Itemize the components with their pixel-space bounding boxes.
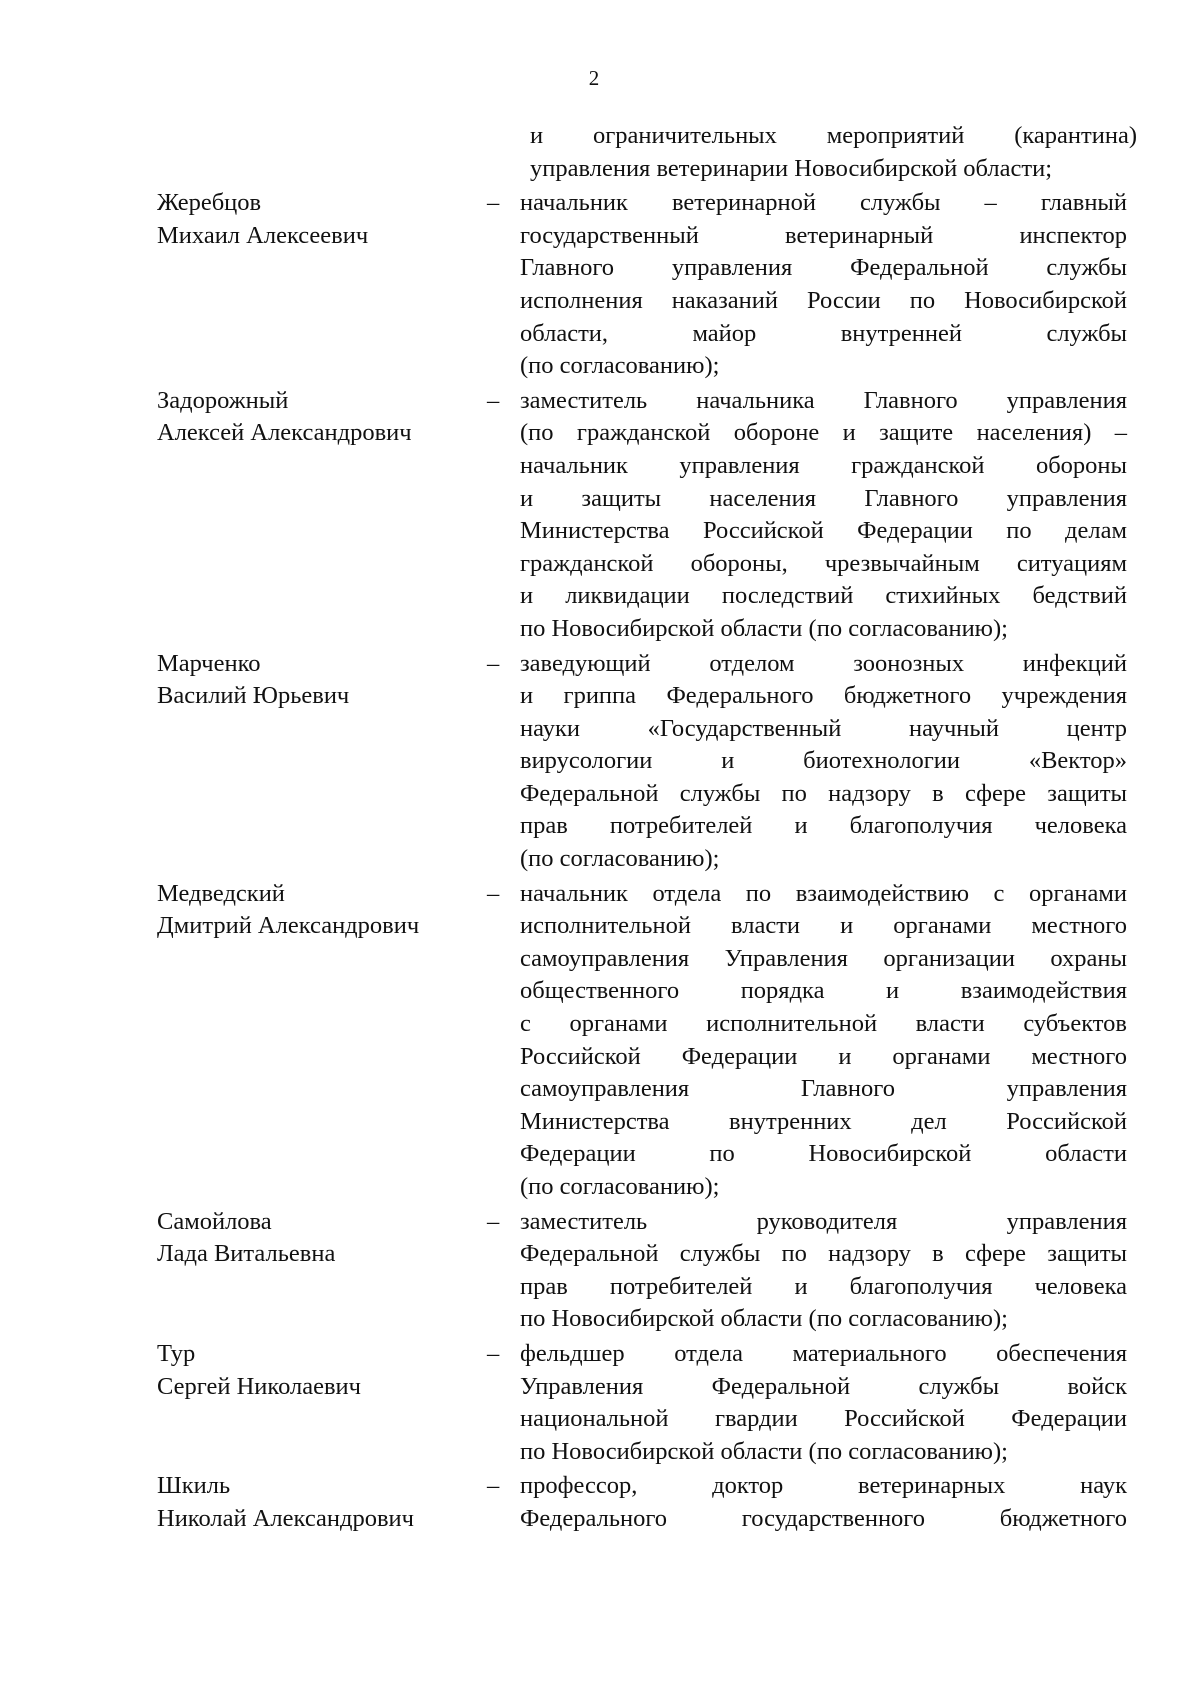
member-entry [157, 648, 1132, 876]
position-line: по Новосибирской области (по согласованию); [520, 1305, 1008, 1333]
position-line: прав потребителей и благополучия человека [520, 812, 1127, 840]
entry-dash: – [487, 649, 500, 677]
entry-dash: – [487, 189, 500, 217]
position-line: Министерства внутренних дел Российской [520, 1107, 1127, 1135]
member-surname: Задорожный [157, 386, 289, 414]
member-surname: Шкиль [157, 1472, 231, 1500]
member-position [520, 385, 1127, 646]
member-position [520, 1470, 1127, 1535]
member-surname: Самойлова [157, 1207, 272, 1235]
member-name [157, 1206, 487, 1336]
member-position [520, 648, 1127, 876]
member-surname: Медведский [157, 879, 285, 907]
member-position [520, 878, 1127, 1204]
member-position [520, 187, 1127, 383]
member-name [157, 187, 487, 383]
position-line: и ликвидации последствий стихийных бедствий [520, 582, 1127, 610]
entry-dash: – [487, 1339, 500, 1367]
previous-entry-continuation [530, 120, 1137, 185]
member-given-name: Николай Александрович [157, 1504, 414, 1532]
position-line: государственный ветеринарный инспектор [520, 221, 1127, 249]
entry-dash: – [487, 1207, 500, 1235]
member-entry [157, 1338, 1132, 1468]
position-line: профессор, доктор ветеринарных наук [520, 1472, 1127, 1500]
position-line: заведующий отделом зоонозных инфекций [520, 649, 1127, 677]
member-name [157, 385, 487, 646]
member-given-name: Сергей Николаевич [157, 1372, 361, 1400]
entry-dash: – [487, 386, 500, 414]
position-line: исполнительной власти и органами местного [520, 912, 1127, 940]
position-line: заместитель руководителя управления [520, 1207, 1127, 1235]
member-given-name: Дмитрий Александрович [157, 912, 420, 940]
entry-dash: – [487, 1472, 500, 1500]
position-line: национальной гвардии Российской Федерации [520, 1405, 1127, 1433]
position-line: (по согласованию); [520, 845, 720, 873]
position-line: и гриппа Федерального бюджетного учреждения [520, 682, 1127, 710]
member-entry [157, 878, 1132, 1204]
position-line: (по согласованию); [520, 1173, 720, 1200]
member-surname: Тур [157, 1339, 196, 1367]
page-number: 2 [588, 66, 600, 90]
member-given-name: Михаил Алексеевич [157, 221, 369, 249]
member-given-name: Лада Витальевна [157, 1240, 336, 1268]
continuation-line: управления ветеринарии Новосибирской области; [530, 154, 1053, 182]
position-line: начальник отдела по взаимодействию с органами [520, 879, 1127, 907]
member-name [157, 648, 487, 876]
member-name [157, 1470, 487, 1535]
position-line: начальник ветеринарной службы – главный [520, 189, 1127, 217]
position-line: (по гражданской обороне и защите населения) – [520, 419, 1127, 447]
member-position [520, 1206, 1127, 1336]
member-given-name: Василий Юрьевич [157, 682, 350, 710]
position-line: и защиты населения Главного управления [520, 484, 1127, 512]
position-line: по Новосибирской области (по согласованию); [520, 1437, 1008, 1465]
member-name [157, 878, 487, 1204]
position-line: исполнения наказаний России по Новосибирской [520, 286, 1127, 314]
member-surname: Жеребцов [157, 189, 262, 217]
commission-member-list [157, 120, 1137, 1536]
entry-dash: – [487, 879, 500, 907]
position-line: Главного управления Федеральной службы [520, 254, 1127, 282]
position-line: Федерации по Новосибирской области [520, 1140, 1127, 1168]
position-line: Министерства Российской Федерации по делам [520, 517, 1127, 545]
member-position [520, 1338, 1127, 1468]
position-line: начальник управления гражданской обороны [520, 451, 1127, 479]
position-line: Управления Федеральной службы войск [520, 1372, 1127, 1400]
position-line: прав потребителей и благополучия человека [520, 1272, 1127, 1300]
member-surname: Марченко [157, 649, 261, 677]
member-given-name: Алексей Александрович [157, 419, 412, 447]
member-name [157, 1338, 487, 1468]
position-line: вирусологии и биотехнологии «Вектор» [520, 747, 1127, 775]
position-line: гражданской обороны, чрезвычайным ситуациям [520, 549, 1127, 577]
position-line: общественного порядка и взаимодействия [520, 977, 1127, 1005]
member-entry [157, 1470, 1132, 1535]
member-entry [157, 187, 1132, 383]
position-line: области, майор внутренней службы [520, 319, 1127, 347]
position-line: Федерального государственного бюджетного [520, 1504, 1127, 1532]
member-entry [157, 385, 1132, 646]
position-line: Федеральной службы по надзору в сфере защиты [520, 779, 1127, 807]
position-line: самоуправления Главного управления [520, 1075, 1127, 1103]
position-line: фельдшер отдела материального обеспечения [520, 1339, 1127, 1367]
continuation-line: и ограничительных мероприятий (карантина) [530, 122, 1137, 149]
position-line: (по согласованию); [520, 352, 720, 380]
member-entry [157, 1206, 1132, 1336]
position-line: заместитель начальника Главного управления [520, 386, 1127, 414]
position-line: с органами исполнительной власти субъектов [520, 1010, 1127, 1038]
position-line: Российской Федерации и органами местного [520, 1042, 1127, 1070]
position-line: Федеральной службы по надзору в сфере защиты [520, 1240, 1127, 1268]
position-line: науки «Государственный научный центр [520, 714, 1127, 742]
position-line: самоуправления Управления организации охраны [520, 944, 1127, 972]
position-line: по Новосибирской области (по согласованию); [520, 614, 1008, 642]
